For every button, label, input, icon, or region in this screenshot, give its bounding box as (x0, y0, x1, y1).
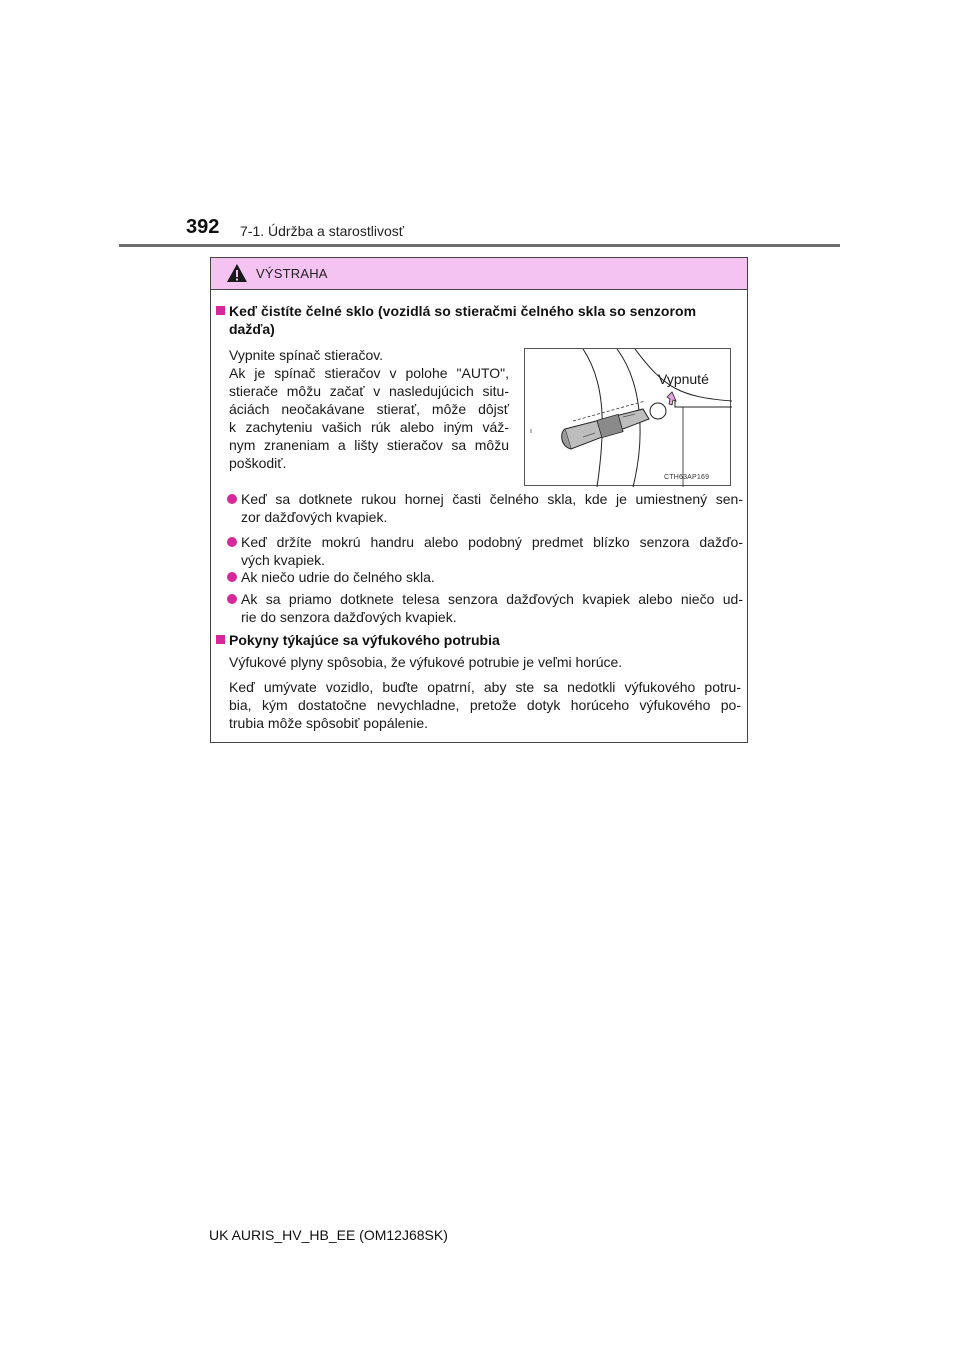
round-bullet-icon (227, 572, 237, 582)
section-title: 7-1. Údržba a starostlivosť (240, 223, 404, 239)
wiper-intro-text: Vypnite spínač stieračov. Ak je spínač stieračov v polohe "AUTO", stierače môžu začať v nasledujúcich situ- áciách neočakávane stierať, môže dôjsť k zachyteniu vašich rúk alebo iným váž- nym zraneniam a lišty stieračov sa môžu poškodiť. (229, 347, 509, 471)
page-number: 392 (186, 216, 220, 238)
warning-content (211, 258, 749, 744)
footer-model-code: UK AURIS_HV_HB_EE (OM12J68SK) (209, 1227, 448, 1243)
warning-title: VÝSTRAHA (256, 266, 328, 281)
exhaust-paragraph-1: Výfukové plyny spôsobia, že výfukové potrubie je veľmi horúce. (229, 654, 623, 670)
wiper-section-heading: Keď čistíte čelné sklo (vozidlá so stieračmi čelného skla so senzorom dažďa) (216, 302, 744, 338)
round-bullet-icon (227, 537, 237, 547)
bullet-item: Keď držíte mokrú handru alebo podobný predmet blízko senzora dažďo- vých kvapiek. (227, 533, 743, 569)
round-bullet-icon (227, 594, 237, 604)
bullet-item: Ak niečo udrie do čelného skla. (227, 568, 743, 586)
figure-code: CTH63AP169 (664, 474, 710, 481)
round-bullet-icon (227, 494, 237, 504)
square-bullet-icon (216, 635, 225, 644)
exhaust-paragraph-2: Keď umývate vozidlo, buďte opatrní, aby ste sa nedotkli výfukového potru- bia, kým dostatočne nevychladne, pretože dotyk horúceho výfukového po- trubia môže spôsobiť popálenie. (229, 679, 741, 731)
wiper-switch-illustration (525, 349, 732, 487)
square-bullet-icon (216, 306, 225, 315)
exhaust-section-heading: Pokyny týkajúce sa výfukového potrubia (216, 631, 500, 649)
wiper-switch-figure (524, 348, 731, 486)
warning-box (210, 257, 748, 743)
bullet-item: Keď sa dotknete rukou hornej časti čelného skla, kde je umiestnený sen- zor dažďových kvapiek. (227, 490, 743, 526)
bullet-item: Ak sa priamo dotknete telesa senzora dažďových kvapiek alebo niečo ud- rie do senzora dažďových kvapiek. (227, 590, 743, 626)
figure-label-off: Vypnuté (658, 371, 709, 387)
header-divider (119, 244, 840, 247)
